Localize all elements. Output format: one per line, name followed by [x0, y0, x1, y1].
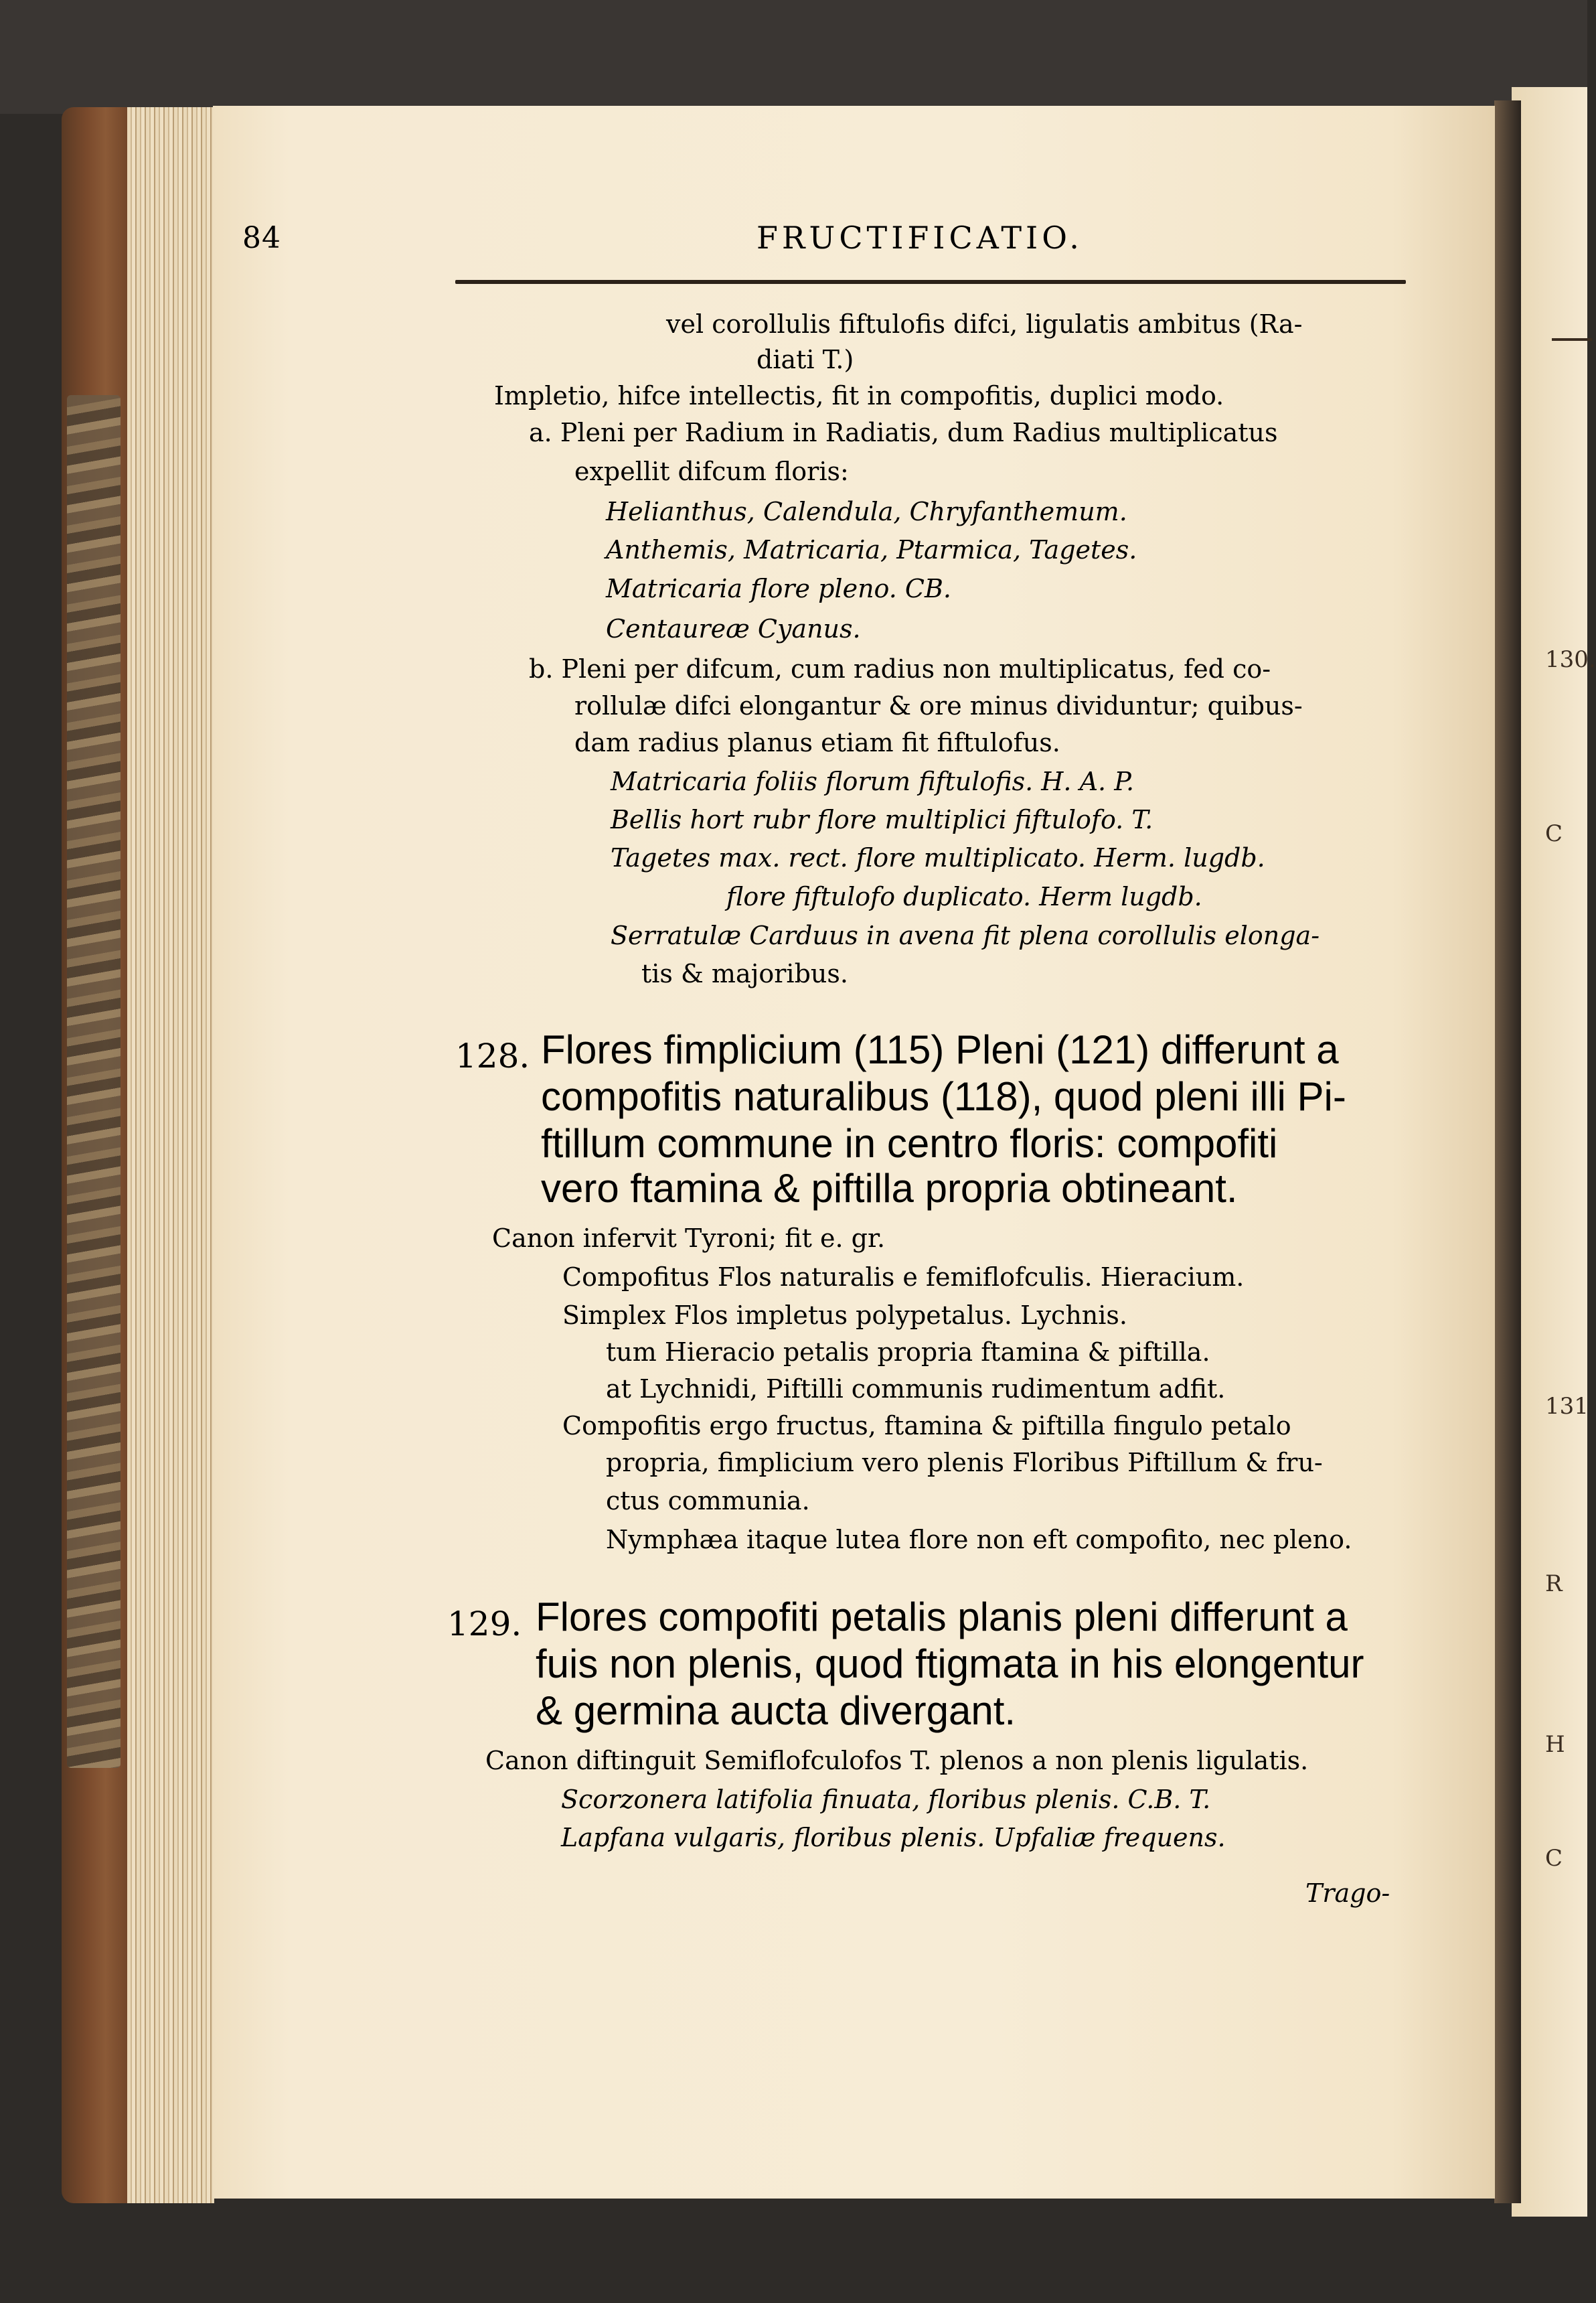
catchword: Trago-	[1305, 1878, 1390, 1908]
example-line: Tagetes max. rect. flore multiplicato. Herm. lugdb.	[611, 843, 1265, 873]
facing-page-fragment: 130.	[1545, 646, 1596, 673]
aphorism-line: ftillum commune in centro floris: compofiti	[541, 1121, 1278, 1166]
page-edges	[127, 107, 214, 2203]
canon-line: Compofitus Flos naturalis e femiflofculis. Hieracium.	[562, 1262, 1245, 1292]
page-number: 84	[242, 221, 281, 255]
aphorism-line: Flores compofiti petalis planis pleni differunt a	[536, 1594, 1348, 1639]
aphorism-line: vero ftamina & piftilla propria obtineant.	[541, 1166, 1238, 1211]
canon-line: tum Hieracio petalis propria ftamina & piftilla.	[606, 1337, 1210, 1367]
example-line: Anthemis, Matricaria, Ptarmica, Tagetes.	[606, 535, 1137, 565]
aphorism-line: & germina aucta divergant.	[536, 1688, 1016, 1733]
gutter-shadow	[1494, 100, 1521, 2203]
text-line: expellit difcum floris:	[574, 457, 849, 486]
example-line: Serratulæ Carduus in avena fit plena corollulis elonga-	[611, 921, 1320, 950]
facing-page-rule	[1552, 338, 1592, 341]
text-line: Impletio, hifce intellectis, fit in compofitis, duplici modo.	[494, 381, 1224, 411]
running-head: FRUCTIFICATIO.	[756, 220, 1083, 256]
facing-page-fragment: C	[1545, 1845, 1563, 1872]
canon-line: Canon infervit Tyroni; fit e. gr.	[492, 1223, 886, 1253]
aphorism-number: 129.	[447, 1605, 522, 1643]
text-line: dam radius planus etiam fit fiftulofus.	[574, 728, 1060, 757]
aphorism-number: 128.	[455, 1037, 530, 1075]
text-line: a. Pleni per Radium in Radiatis, dum Radius multiplicatus	[529, 418, 1278, 447]
canon-line: Simplex Flos impletus polypetalus. Lychnis.	[562, 1301, 1127, 1330]
canon-line: Nymphæa itaque lutea flore non eft compofito, nec pleno.	[606, 1525, 1352, 1554]
book-cover-left	[62, 107, 135, 2203]
example-line: flore fiftulofo duplicato. Herm lugdb.	[726, 882, 1202, 911]
text-line: b. Pleni per difcum, cum radius non multiplicatus, fed co-	[529, 654, 1271, 684]
aphorism-line: Flores fimplicium (115) Pleni (121) differunt a	[541, 1027, 1339, 1072]
example-line: Centaureæ Cyanus.	[606, 614, 861, 644]
canon-line: Canon diftinguit Semiflofculofos T. plenos a non plenis ligulatis.	[485, 1746, 1309, 1775]
example-line: Lapfana vulgaris, floribus plenis. Upfaliæ frequens.	[561, 1823, 1226, 1852]
example-line: Matricaria flore pleno. CB.	[606, 574, 951, 603]
canon-line: propria, fimplicium vero plenis Floribus Piftillum & fru-	[606, 1448, 1323, 1477]
canon-line: Compofitis ergo fructus, ftamina & piftilla fingulo petalo	[562, 1411, 1291, 1440]
backdrop	[0, 0, 1587, 114]
text-line: tis & majoribus.	[641, 959, 848, 988]
facing-page-fragment: R	[1545, 1570, 1563, 1597]
facing-page-fragment: C	[1545, 820, 1563, 847]
facing-page-edge	[1512, 87, 1596, 2217]
header-rule	[455, 280, 1406, 284]
aphorism-line: fuis non plenis, quod ftigmata in his elongentur	[536, 1641, 1364, 1686]
text-line: rollulæ difci elongantur & ore minus dividuntur; quibus-	[574, 691, 1303, 721]
text-line: diati T.)	[756, 345, 854, 374]
facing-page-fragment: 131	[1545, 1393, 1589, 1420]
example-line: Matricaria foliis florum fiftulofis. H. A. P.	[611, 767, 1135, 796]
example-line: Helianthus, Calendula, Chryfanthemum.	[606, 497, 1127, 526]
text-line: vel corollulis fiftulofis difci, ligulatis ambitus (Ra-	[666, 309, 1303, 339]
example-line: Bellis hort rubr flore multiplici fiftulofo. T.	[611, 805, 1153, 834]
marbled-paper	[67, 395, 121, 1768]
canon-line: at Lychnidi, Piftilli communis rudimentum adfit.	[606, 1374, 1226, 1404]
aphorism-line: compofitis naturalibus (118), quod pleni illi Pi-	[541, 1074, 1346, 1119]
facing-page-fragment: H	[1545, 1731, 1565, 1758]
canon-line: ctus communia.	[606, 1486, 810, 1515]
example-line: Scorzonera latifolia finuata, floribus plenis. C.B. T.	[561, 1785, 1211, 1814]
